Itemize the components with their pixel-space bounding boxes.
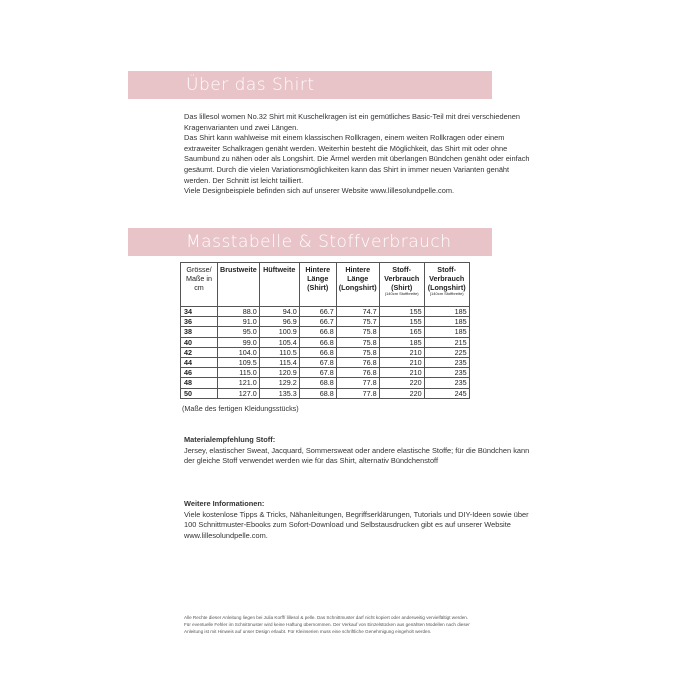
table-header-cell: Hintere Länge (Shirt) <box>299 263 336 307</box>
table-header-row <box>181 263 470 307</box>
value-cell: 100.9 <box>259 327 299 337</box>
value-cell: 220 <box>379 378 424 388</box>
table-row <box>181 327 470 337</box>
value-cell: 66.8 <box>299 337 336 347</box>
size-cell: 48 <box>181 378 218 388</box>
value-cell: 99.0 <box>218 337 260 347</box>
value-cell: 210 <box>379 357 424 367</box>
value-cell: 105.4 <box>259 337 299 347</box>
material-text: Jersey, elastischer Sweat, Jacquard, Sommersweat oder andere elastische Stoffe; für die Bündchen kann der gleiche Stoff verwendet werden wie für das Shirt, alternativ Bündchenstoff <box>184 445 530 466</box>
table-row <box>181 317 470 327</box>
footer-line: Alle Rechte dieser Anleitung liegen bei Julia Korff/ lillesol & pelle. Das Schnittmuster darf nicht kopiert oder anderweitig vervielfältigt werden. <box>184 615 469 620</box>
value-cell: 225 <box>424 347 469 357</box>
value-cell: 66.8 <box>299 347 336 357</box>
value-cell: 68.8 <box>299 388 336 398</box>
size-cell: 50 <box>181 388 218 398</box>
value-cell: 67.8 <box>299 368 336 378</box>
value-cell: 74.7 <box>336 307 379 317</box>
value-cell: 185 <box>424 307 469 317</box>
info-text: Viele kostenlose Tipps & Tricks, Nähanleitungen, Begriffserklärungen, Tutorials und DIY-Ideen sowie über 100 Schnittmuster-Ebooks zum Sofort-Download und Selbstausdrucken gibt es auf unserer Website www.lillesolundpelle.com. <box>184 509 529 540</box>
value-cell: 95.0 <box>218 327 260 337</box>
table-row <box>181 378 470 388</box>
value-cell: 75.8 <box>336 347 379 357</box>
section-banner-about: Über das Shirt <box>128 71 492 99</box>
value-cell: 127.0 <box>218 388 260 398</box>
value-cell: 75.8 <box>336 337 379 347</box>
intro-text <box>184 112 534 197</box>
table-header-cell: Hüftweite <box>259 263 299 307</box>
size-cell: 34 <box>181 307 218 317</box>
table-row <box>181 357 470 367</box>
value-cell: 75.7 <box>336 317 379 327</box>
copyright-footer <box>184 614 544 636</box>
info-heading: Weitere Informationen: <box>184 499 265 508</box>
value-cell: 165 <box>379 327 424 337</box>
table-header-note: (140cm Stoffbreite) <box>384 291 419 296</box>
value-cell: 109.5 <box>218 357 260 367</box>
table-row <box>181 368 470 378</box>
value-cell: 66.8 <box>299 327 336 337</box>
size-cell: 38 <box>181 327 218 337</box>
value-cell: 235 <box>424 378 469 388</box>
table-header-cell: Stoff-Verbrauch (Longshirt) (140cm Stoffbreite) <box>424 263 469 307</box>
footer-line: Für eventuelle Fehler im Schnittmuster wird keine Haftung übernommen. Der Verkauf von Einzelstücken aus genähten Modellen nach dieser <box>184 622 470 628</box>
value-cell: 115.4 <box>259 357 299 367</box>
value-cell: 220 <box>379 388 424 398</box>
value-cell: 215 <box>424 337 469 347</box>
value-cell: 110.5 <box>259 347 299 357</box>
value-cell: 77.8 <box>336 388 379 398</box>
value-cell: 185 <box>424 317 469 327</box>
value-cell: 76.8 <box>336 357 379 367</box>
footer-line: Anleitung ist mit Hinweis auf unser Design erlaubt. Für Kleinserien muss eine schriftliche Genehmigung eingeholt werden. <box>184 629 432 635</box>
value-cell: 67.8 <box>299 357 336 367</box>
value-cell: 104.0 <box>218 347 260 357</box>
value-cell: 155 <box>379 317 424 327</box>
info-section <box>184 499 534 541</box>
value-cell: 66.7 <box>299 307 336 317</box>
value-cell: 121.0 <box>218 378 260 388</box>
value-cell: 245 <box>424 388 469 398</box>
table-row <box>181 337 470 347</box>
value-cell: 155 <box>379 307 424 317</box>
value-cell: 94.0 <box>259 307 299 317</box>
size-cell: 44 <box>181 357 218 367</box>
value-cell: 115.0 <box>218 368 260 378</box>
table-header-cell: Grösse/ Maße in cm <box>181 263 218 307</box>
table-row <box>181 347 470 357</box>
table-body <box>181 307 470 399</box>
value-cell: 75.8 <box>336 327 379 337</box>
value-cell: 129.2 <box>259 378 299 388</box>
table-header-cell: Stoff-Verbrauch (Shirt) (140cm Stoffbreite) <box>379 263 424 307</box>
value-cell: 77.8 <box>336 378 379 388</box>
value-cell: 210 <box>379 347 424 357</box>
table-row <box>181 388 470 398</box>
value-cell: 76.8 <box>336 368 379 378</box>
table-header-cell: Hintere Länge (Longshirt) <box>336 263 379 307</box>
table-header-cell: Brustweite <box>218 263 260 307</box>
intro-paragraph: Viele Designbeispiele befinden sich auf unserer Website www.lillesolundpelle.com. <box>184 186 455 196</box>
value-cell: 66.7 <box>299 317 336 327</box>
value-cell: 210 <box>379 368 424 378</box>
size-cell: 40 <box>181 337 218 347</box>
value-cell: 185 <box>379 337 424 347</box>
value-cell: 96.9 <box>259 317 299 327</box>
table-caption: (Maße des fertigen Kleidungsstücks) <box>182 404 299 413</box>
value-cell: 88.0 <box>218 307 260 317</box>
size-cell: 36 <box>181 317 218 327</box>
size-cell: 46 <box>181 368 218 378</box>
value-cell: 120.9 <box>259 368 299 378</box>
value-cell: 235 <box>424 368 469 378</box>
value-cell: 235 <box>424 357 469 367</box>
section-banner-size-table: Masstabelle & Stoffverbrauch <box>128 228 492 256</box>
table-row <box>181 307 470 317</box>
material-section <box>184 435 534 467</box>
value-cell: 91.0 <box>218 317 260 327</box>
value-cell: 135.3 <box>259 388 299 398</box>
intro-paragraph: Das lillesol women No.32 Shirt mit Kuschelkragen ist ein gemütliches Basic-Teil mit drei verschiedenen Kragenvarianten und zwei Längen. <box>184 112 521 132</box>
material-heading: Materialempfehlung Stoff: <box>184 435 276 444</box>
table-header-note: (140cm Stoffbreite) <box>429 291 464 296</box>
value-cell: 68.8 <box>299 378 336 388</box>
value-cell: 185 <box>424 327 469 337</box>
intro-paragraph: Das Shirt kann wahlweise mit einem klassischen Rollkragen, einem weiten Rollkragen oder einem extraweiter Schalkragen genäht werden. Weiterhin besteht die Möglichkeit, das Shirt mit oder ohne Saumbund zu nähen oder als Longshirt. Die Ärmel werden mit überlangen Bündchen genäht oder einfach gesäumt. Durch die vielen Variationsmöglichkeiten kann das Shirt in immer neuen Varianten genäht werden. Der Schnitt ist leicht tailliert. <box>184 133 530 185</box>
size-cell: 42 <box>181 347 218 357</box>
size-table <box>180 262 470 399</box>
